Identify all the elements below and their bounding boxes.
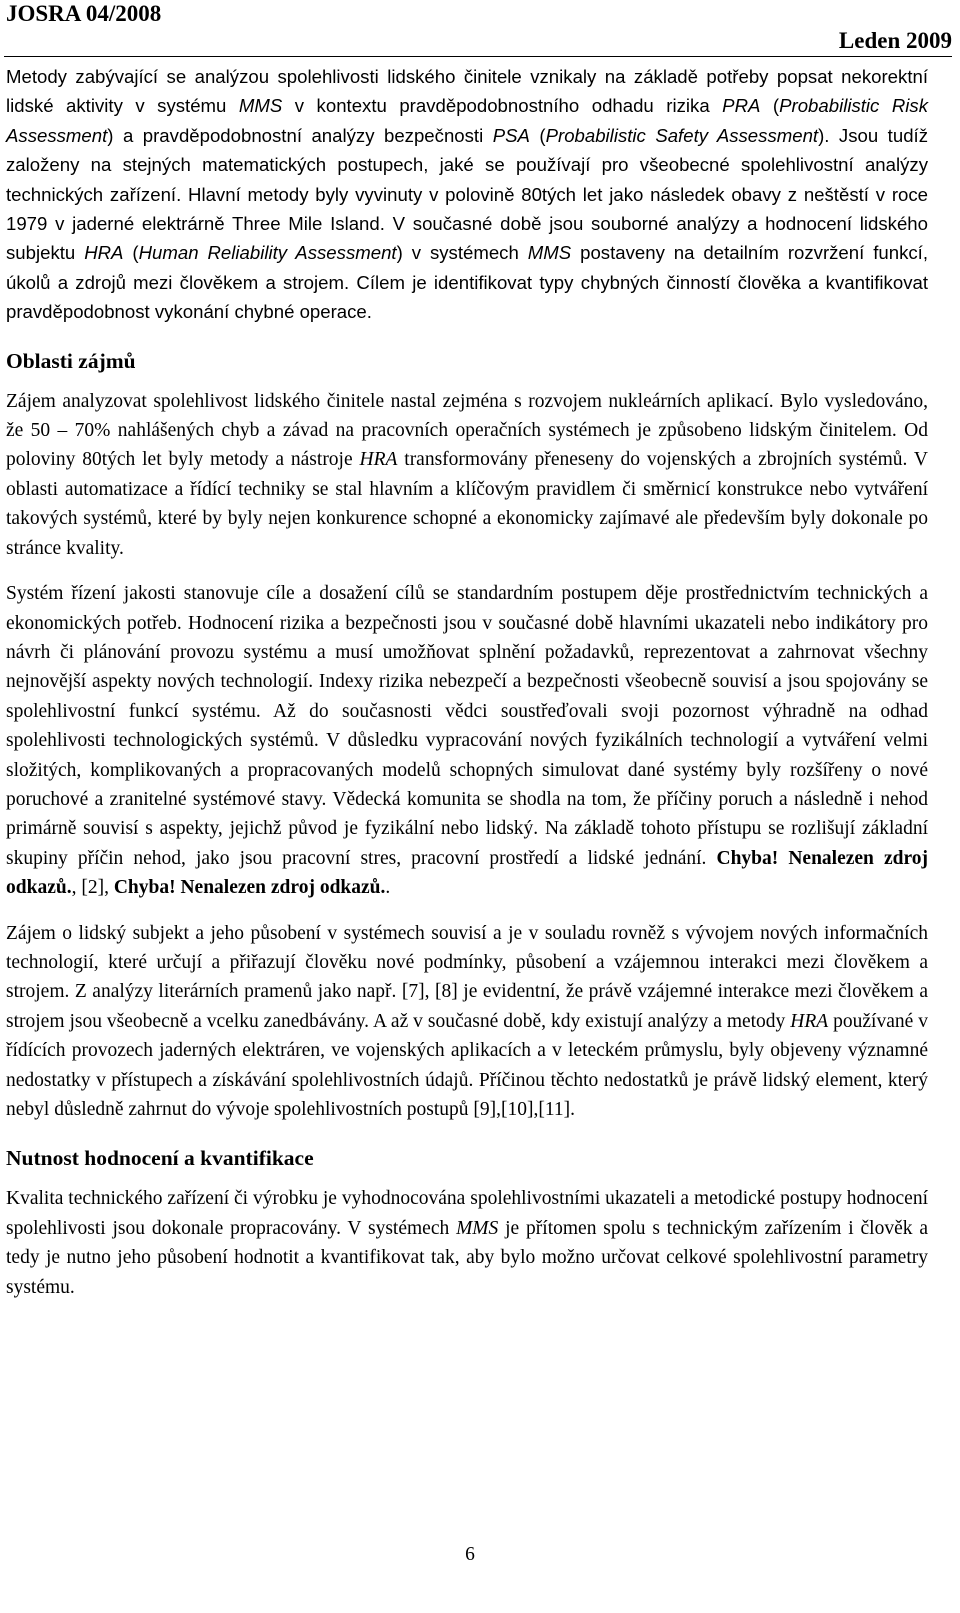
bold-error-text: Chyba! Nenalezen zdroj odkazů. — [113, 877, 386, 899]
text-run: ). Jsou tudíž založeny na stejných matematických postupech, jaké se používají pro všeobecné spolehlivostní analýzy technických zařízení. — [6, 124, 928, 205]
italic-term: Human Reliability Assessment — [138, 242, 397, 264]
paragraph — [6, 919, 928, 1125]
text-run: používané v řídících provozech jaderných elektráren, ve vojenských aplikacích a v leteckém průmyslu, byly objeveny významné nedostatky v přístupech a získávání spolehlivostních údajů. Příčinou těchto nedostatků je právě lidský element, který nebyl důsledně zahrnut do vývoje spolehlivostních postupů [9],[10],[11]. — [6, 1010, 929, 1120]
text-run: Hlavní metody byly vyvinuty v polovině 80tých let jako následek obavy z neštěstí v roce 1979 v jaderné elektrárně Three Mile Island. V současné době jsou souborné analýzy a hodnocení lidského subjektu — [6, 183, 928, 264]
text-run: ( — [760, 95, 780, 117]
paragraph — [6, 62, 928, 327]
text-run: ) a pravděpodobnostní analýzy bezpečnosti — [107, 124, 493, 146]
italic-term: HRA — [84, 242, 124, 264]
italic-term: Probabilistic Risk Assessment — [6, 95, 928, 146]
text-run: postaveny na detailním rozvržení funkcí, úkolů a zdrojů mezi člověkem a strojem. Cílem je identifikovat typy chybných činností člověka a kvantifikovat pravděpodobnost vykonání chybné operace. — [6, 242, 928, 323]
italic-term: PRA — [722, 95, 761, 117]
text-run: v kontextu pravděpodobnostního odhadu rizika — [282, 95, 723, 117]
body-text — [6, 62, 928, 1318]
italic-term: MMS — [238, 95, 283, 117]
text-run: Zájem analyzovat spolehlivost lidského činitele nastal zejména s rozvojem nukleárních aplikací. Bylo vysledováno, že 50 – 70% nahlášených chyb a závad na pracovních operačních systémech je způsobeno lidským činitelem. Od poloviny 80tých let byly metody a nástroje — [6, 390, 928, 471]
text-run: Metody zabývající se analýzou spolehlivosti lidského činitele vznikaly na základě potřeby popsat nekorektní lidské aktivity v systému — [6, 66, 928, 117]
text-run: , [2], — [71, 877, 114, 899]
paragraph — [6, 387, 928, 563]
journal-title: JOSRA 04/2008 — [6, 1, 162, 26]
text-run: ( — [529, 124, 546, 146]
italic-term: MMS — [527, 242, 572, 264]
text-run: je přítomen spolu s technickým zařízením i člověk a tedy je nutno jeho působení hodnotit a kvantifikovat tak, aby bylo možno určovat celkové spolehlivostní parametry systému. — [6, 1217, 928, 1298]
text-run: Systém řízení jakosti stanovuje cíle a dosažení cílů se standardním postupem děje prostřednictvím technických a ekonomických potřeb. Hodnocení rizika a bezpečnosti jsou v současné době hlavními ukazateli nebo indikátory pro návrh či plánování provozu systému a musí umožňovat splnění požadavků, reprezentovat a zahrnovat všechny nejnovější aspekty nových technologií. Indexy rizika nebezpečí a bezpečnosti všeobecně souvisí a jsou spojovány se spolehlivostní funkcí systému. Až do současnosti vědci soustřeďovali svoji pozornost výhradně na odhad spolehlivosti technologických systémů. V důsledku vypracování nových fyzikálních technologií a vytváření velmi složitých, komplikovaných a propracovaných modelů schopných simulovat dané systémy byly rozšířeny o nové poruchové a zranitelné systémové stavy. Vědecká komunita se shodla na tom, že příčiny poruch a následně i nehod primárně souvisí s aspekty, jejichž původ je fyzikální nebo lidský. Na základě tohoto přístupu se rozlišují základní skupiny příčin nehod, jako jsou pracovní stres, pracovní prostředí a lidské jednání. — [6, 583, 928, 869]
paragraph — [6, 1184, 928, 1302]
bold-error-text: Chyba! Nenalezen zdroj odkazů. — [6, 847, 928, 899]
text-run: Kvalita technického zařízení či výrobku je vyhodnocována spolehlivostními ukazateli a metodické postupy hodnocení spolehlivosti jsou dokonale propracovány. V systémech — [6, 1188, 928, 1239]
text-run: ) v systémech — [396, 242, 528, 264]
text-run: Zájem o lidský subjekt a jeho působení v systémech souvisí a je v souladu rovněž s vývojem nových informačních technologií, které určují a přiřazují člověku nové podmínky, působení a vzájemnou interakci mezi člověkem a strojem. Z analýzy literárních pramenů jako např. [7], [8] je evidentní, že právě vzájemné interakce mezi člověkem a strojem jsou všeobecně a vcelku zanedbávány. A až v současné době, kdy existují analýzy a metody — [6, 922, 928, 1032]
italic-term: MMS — [456, 1217, 499, 1239]
italic-term: Probabilistic Safety Assessment — [545, 124, 819, 146]
page-header — [6, 0, 952, 53]
page-number: 6 — [465, 1544, 475, 1565]
section-heading-nutnost-hodnoceni: Nutnost hodnocení a kvantifikace — [6, 1146, 314, 1171]
paragraph — [6, 579, 928, 902]
italic-term: HRA — [790, 1010, 829, 1032]
header-rule — [4, 56, 952, 57]
text-run: transformovány přeneseny do vojenských a zbrojních systémů. V oblasti automatizace a řídící techniky se stal hlavním a klíčovým pravidlem či směrnicí konstrukce nebo vytváření takových systémů, které by byly nejen konkurence schopné a ekonomicky zajímavé ale především byly dokonale po stránce kvality. — [6, 449, 928, 559]
italic-term: HRA — [359, 449, 398, 471]
text-run: . — [385, 877, 391, 899]
section-heading-oblasti-zajmu: Oblasti zájmů — [6, 348, 136, 373]
issue-date: Leden 2009 — [838, 28, 952, 53]
italic-term: PSA — [492, 124, 530, 146]
text-run: ( — [123, 242, 139, 264]
